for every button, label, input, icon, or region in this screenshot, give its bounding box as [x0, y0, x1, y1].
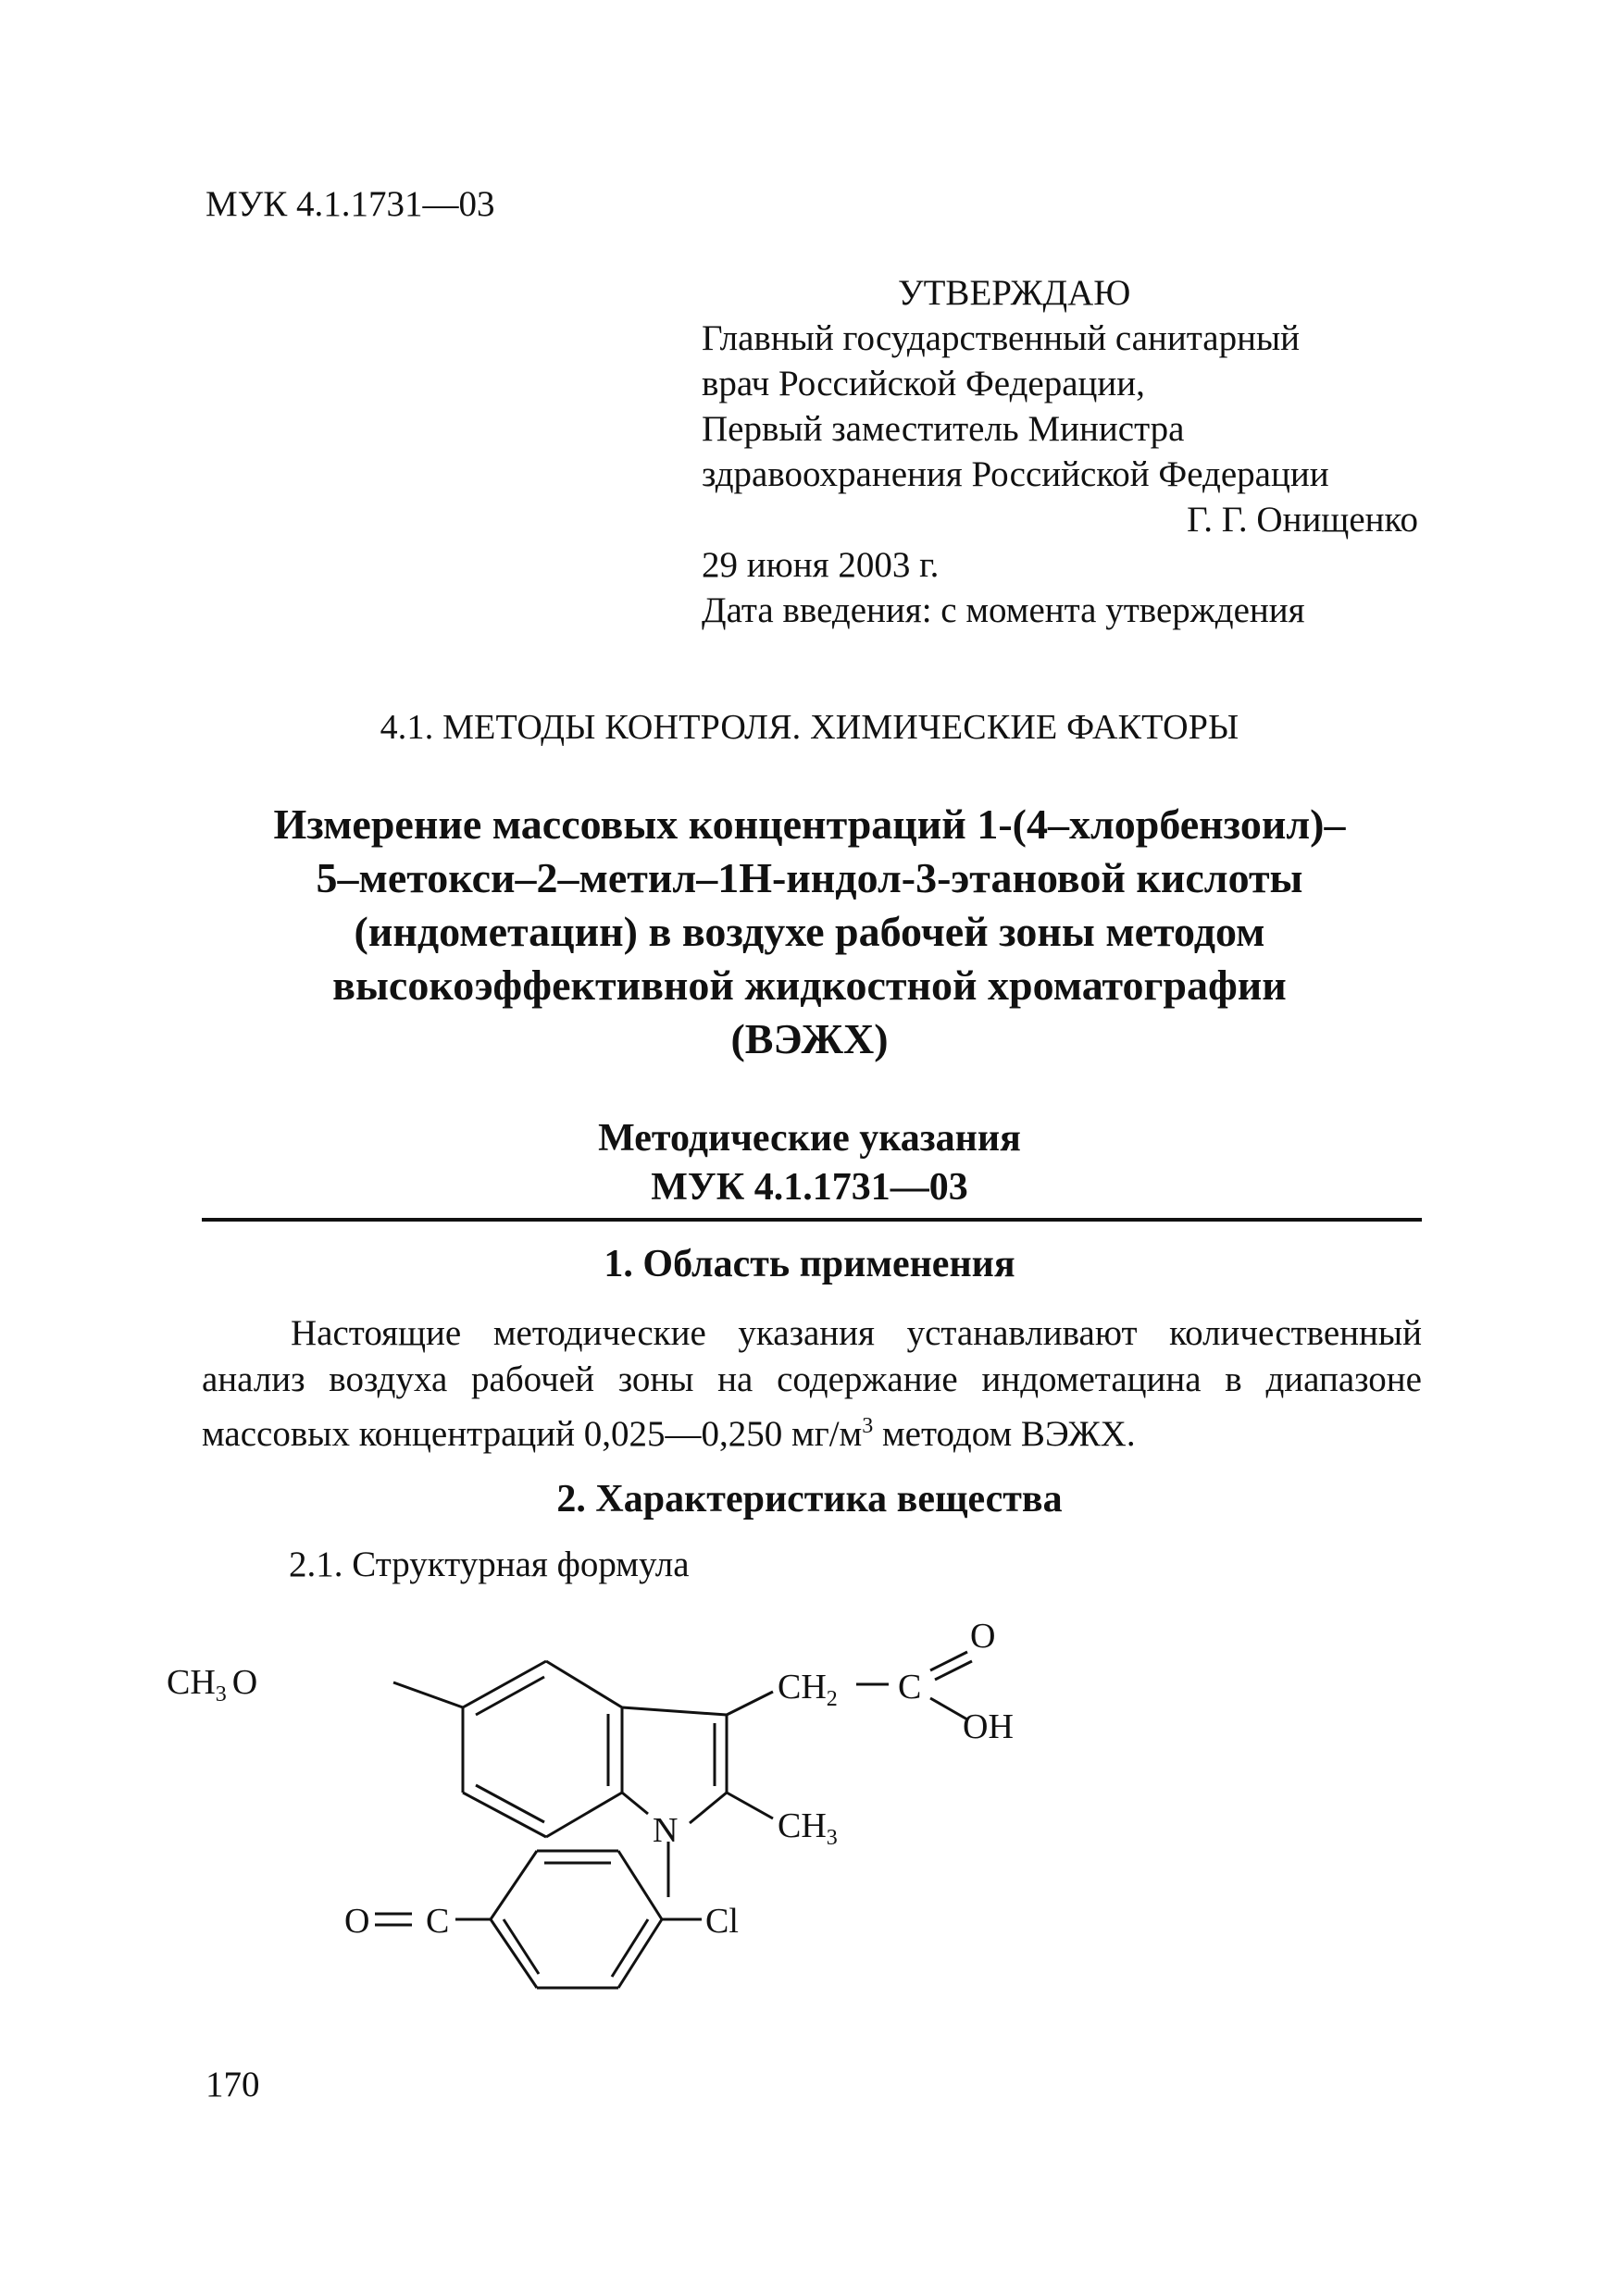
formula-nitrogen-label: N	[653, 1811, 679, 1850]
title-line: (ВЭЖХ)	[730, 1015, 889, 1062]
unit-superscript: 3	[862, 1414, 874, 1438]
approval-signatory: Г. Г. Онищенко	[1187, 500, 1418, 540]
formula-hydroxyl-label: OH	[963, 1707, 1014, 1746]
formula-caption: 2.1. Структурная формула	[289, 1545, 690, 1584]
formula-carboxyl-c-label: C	[898, 1668, 922, 1706]
document-title	[148, 798, 1471, 1066]
section-heading-substance: 2. Характеристика вещества	[556, 1478, 1063, 1520]
scope-text-end: методом ВЭЖХ.	[873, 1414, 1136, 1454]
formula-ch2-label: $CH_2$	[778, 1668, 838, 1711]
formula-methoxy-label: $CH_3$ O	[167, 1663, 258, 1706]
approval-line: Первый заместитель Министра	[702, 409, 1185, 449]
approval-line: врач Российской Федерации,	[702, 364, 1145, 403]
formula-keto-c-label: C	[426, 1902, 450, 1941]
approval-date: 29 июня 2003 г.	[702, 545, 940, 585]
title-line: Измерение массовых концентраций 1-(4–хлорбензоил)–	[273, 800, 1346, 848]
scope-text: Настоящие методические указания устанавливают количественный анализ воздуха рабочей зоны на содержание индометацина в диапазоне массовых концентраций 0,025—0,250 мг/м	[202, 1313, 1422, 1454]
document-code: МУК 4.1.1731—03	[205, 184, 495, 224]
title-line: высокоэффективной жидкостной хроматографии	[332, 962, 1287, 1009]
doc-type: Методические указания	[598, 1117, 1021, 1160]
title-line: (индометацин) в воздухе рабочей зоны методом	[354, 908, 1265, 955]
doc-code: МУК 4.1.1731—03	[651, 1166, 968, 1209]
formula-chlorine-label: Cl	[705, 1902, 739, 1941]
formula-labels	[167, 1617, 1014, 1941]
approval-heading: УТВЕРЖДАЮ	[898, 273, 1131, 313]
scope-paragraph	[202, 1310, 1422, 1458]
formula-carbonyl-o-label: O	[970, 1617, 996, 1656]
section-label: 4.1. МЕТОДЫ КОНТРОЛЯ. ХИМИЧЕСКИЕ ФАКТОРЫ	[380, 708, 1239, 747]
approval-line: здравоохранения Российской Федерации	[702, 454, 1329, 494]
structural-formula	[167, 1573, 1185, 1999]
approval-effective-date: Дата введения: с момента утверждения	[702, 590, 1305, 630]
approval-line: Главный государственный санитарный	[702, 318, 1301, 358]
title-line: 5–метокси–2–метил–1Н-индол-3-этановой кислоты	[316, 854, 1303, 901]
page-number: 170	[205, 2065, 260, 2104]
approval-block	[702, 270, 1424, 633]
section-heading-scope: 1. Область применения	[604, 1243, 1015, 1285]
formula-keto-o-label: O	[344, 1902, 370, 1941]
formula-methyl-label: $CH_3$	[778, 1806, 838, 1850]
horizontal-rule	[202, 1218, 1422, 1222]
document-subtitle	[0, 1114, 1619, 1212]
